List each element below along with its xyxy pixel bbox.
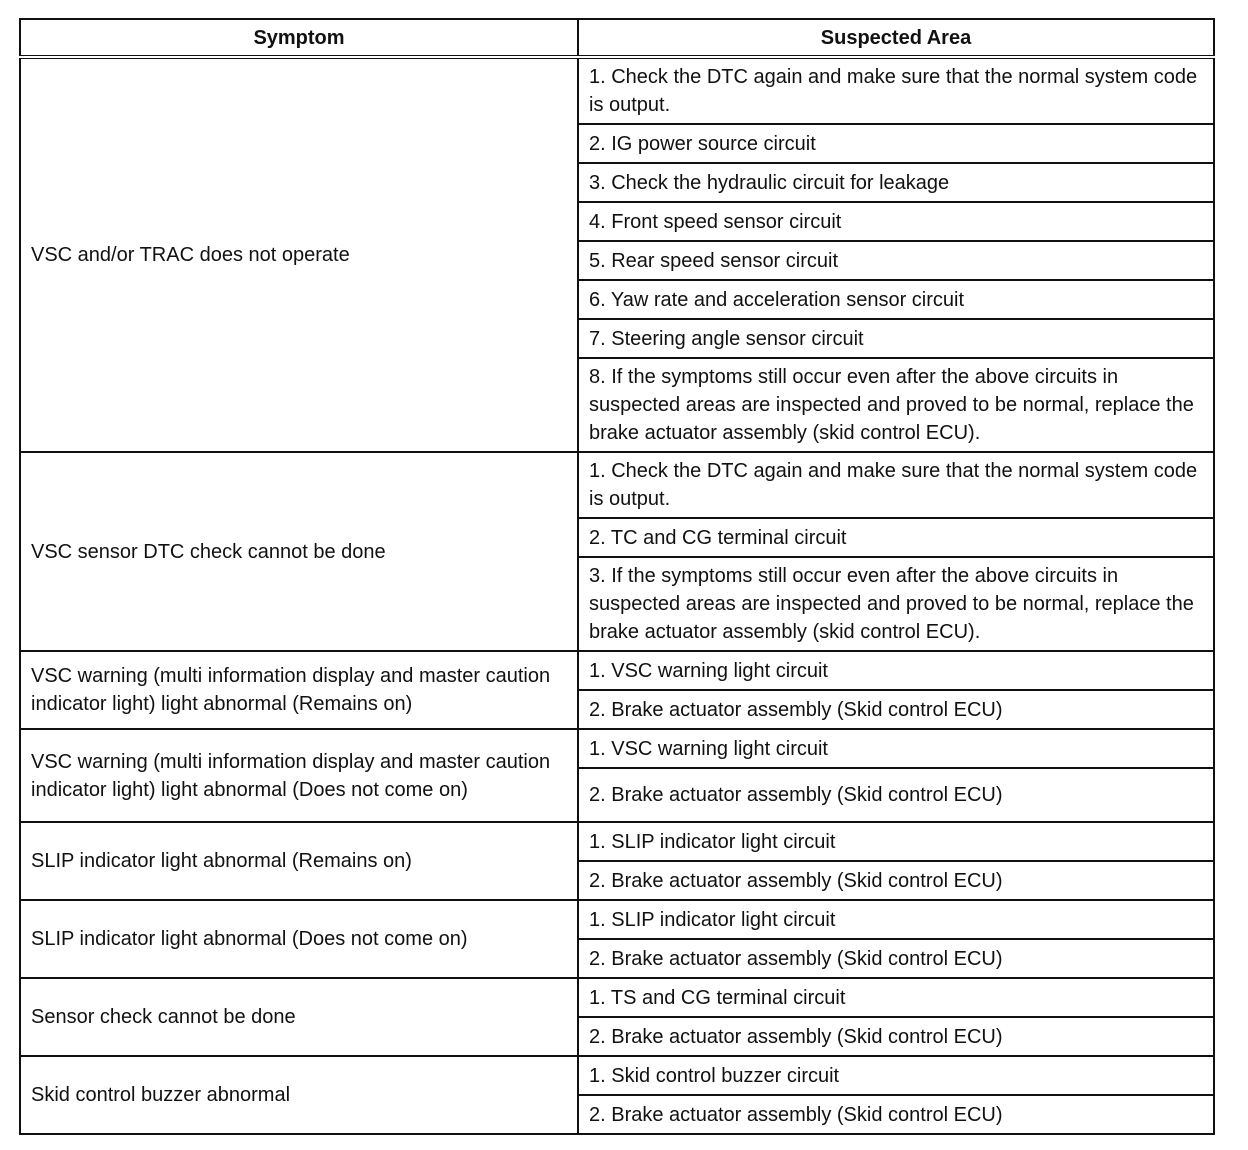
suspected-area-cell: 1. Skid control buzzer circuit (578, 1056, 1214, 1095)
suspected-area-cell: 1. Check the DTC again and make sure that the normal system code is output. (578, 57, 1214, 124)
suspected-area-cell: 1. VSC warning light circuit (578, 651, 1214, 690)
column-header-suspected-area: Suspected Area (578, 19, 1214, 57)
symptom-cell: SLIP indicator light abnormal (Does not come on) (20, 900, 578, 978)
suspected-area-cell: 1. SLIP indicator light circuit (578, 900, 1214, 939)
suspected-area-cell: 1. Check the DTC again and make sure that the normal system code is output. (578, 452, 1214, 518)
suspected-area-cell: 1. TS and CG terminal circuit (578, 978, 1214, 1017)
symptom-cell: VSC warning (multi information display and master caution indicator light) light abnormal (Does not come on) (20, 729, 578, 822)
table-row (20, 57, 1214, 124)
suspected-area-cell: 4. Front speed sensor circuit (578, 202, 1214, 241)
table-row (20, 651, 1214, 690)
suspected-area-cell: 1. VSC warning light circuit (578, 729, 1214, 768)
suspected-area-cell: 2. Brake actuator assembly (Skid control ECU) (578, 768, 1214, 822)
suspected-area-cell: 8. If the symptoms still occur even after the above circuits in suspected areas are inspected and proved to be normal, replace the brake actuator assembly (skid control ECU). (578, 358, 1214, 452)
suspected-area-cell: 1. SLIP indicator light circuit (578, 822, 1214, 861)
table-row (20, 729, 1214, 768)
table-row (20, 1056, 1214, 1095)
table-row (20, 452, 1214, 518)
symptom-cell: SLIP indicator light abnormal (Remains on) (20, 822, 578, 900)
table-row (20, 822, 1214, 861)
suspected-area-cell: 3. Check the hydraulic circuit for leakage (578, 163, 1214, 202)
symptom-cell: Skid control buzzer abnormal (20, 1056, 578, 1134)
suspected-area-cell: 5. Rear speed sensor circuit (578, 241, 1214, 280)
suspected-area-cell: 3. If the symptoms still occur even after the above circuits in suspected areas are inspected and proved to be normal, replace the brake actuator assembly (skid control ECU). (578, 557, 1214, 651)
suspected-area-cell: 2. Brake actuator assembly (Skid control ECU) (578, 861, 1214, 900)
table-row (20, 900, 1214, 939)
suspected-area-cell: 2. Brake actuator assembly (Skid control ECU) (578, 690, 1214, 729)
column-header-symptom: Symptom (20, 19, 578, 57)
suspected-area-cell: 2. TC and CG terminal circuit (578, 518, 1214, 557)
symptom-cell: VSC warning (multi information display and master caution indicator light) light abnormal (Remains on) (20, 651, 578, 729)
symptom-table (19, 18, 1215, 1135)
suspected-area-cell: 2. Brake actuator assembly (Skid control ECU) (578, 1095, 1214, 1134)
suspected-area-cell: 6. Yaw rate and acceleration sensor circuit (578, 280, 1214, 319)
symptom-cell: Sensor check cannot be done (20, 978, 578, 1056)
suspected-area-cell: 2. IG power source circuit (578, 124, 1214, 163)
header-row (20, 19, 1214, 57)
symptom-cell: VSC sensor DTC check cannot be done (20, 452, 578, 651)
suspected-area-cell: 2. Brake actuator assembly (Skid control ECU) (578, 939, 1214, 978)
table-row (20, 978, 1214, 1017)
suspected-area-cell: 2. Brake actuator assembly (Skid control ECU) (578, 1017, 1214, 1056)
suspected-area-cell: 7. Steering angle sensor circuit (578, 319, 1214, 358)
symptom-cell: VSC and/or TRAC does not operate (20, 57, 578, 452)
